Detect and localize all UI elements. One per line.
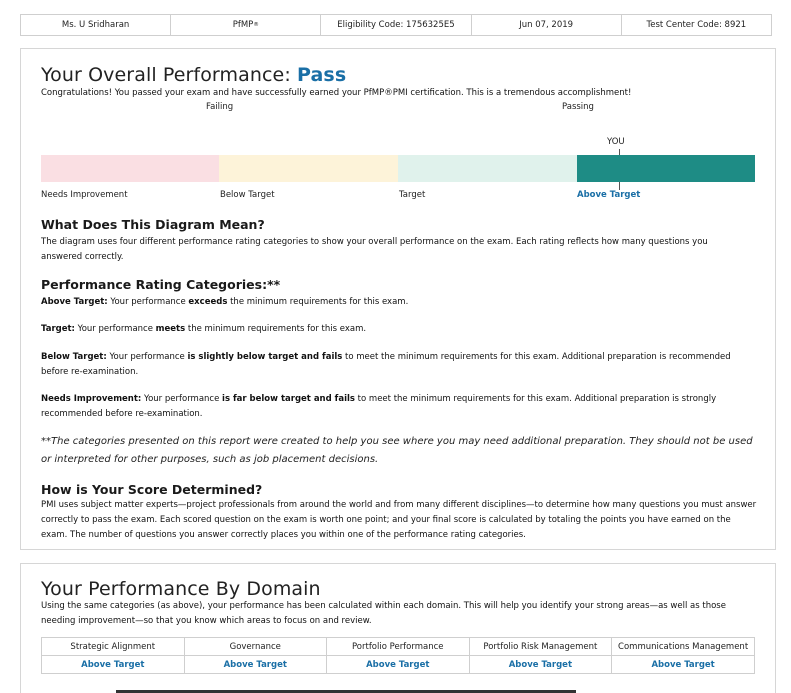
domain-name-portfolio-performance: Portfolio Performance [326,638,469,656]
category-target-pre: Your performance [74,324,156,334]
score-determination-text: PMI uses subject matter experts—project professionals from around the world and from many different disciplines—to determine how many questions you must answer correctly to pass the exam. Each scored question on the exam is worth one point; and your final score is calculated by totaling the points you have earned on the exam. The number of questions you answer correctly places you within one of the performance rating categories. [41,500,757,540]
overall-result: Pass [296,64,347,86]
scale-segment-target [398,155,577,182]
domain-name-strategic-alignment: Strategic Alignment [42,638,185,656]
diagram-meaning-text: The diagram uses four different performance rating categories to show your overall performance on the exam. Each rating reflects how many questions you answered correctly. [41,237,708,262]
diagram-meaning-heading: What Does This Diagram Mean? [41,217,265,232]
category-target [41,322,751,337]
scale-segment-needs-improvement [41,155,219,182]
domain-rating-communications-management: Above Target [612,656,755,674]
exam-date [471,14,622,36]
test-center-code-text: Test Center Code: 8921 [646,20,747,30]
domain-rating-strategic-alignment: Above Target [42,656,185,674]
category-above-bold: exceeds [188,297,228,307]
domain-rating-governance: Above Target [184,656,326,674]
category-below-bold: is slightly below target and fails [187,352,343,362]
categories-footnote: **The categories presented on this report were created to help you see where you may need additional preparation. They should not be used or interpreted for other purposes, such as job placement decisions. [41,436,753,465]
scale-label-needs-improvement: Needs Improvement [41,190,128,200]
category-below-term: Below Target: [41,352,107,362]
candidate-info-row [20,14,776,36]
category-below-pre: Your performance [106,352,188,362]
category-needs-term: Needs Improvement: [41,394,142,404]
exam-date-text: Jun 07, 2019 [519,20,574,30]
scale-segment-below-target [219,155,398,182]
category-above-post: the minimum requirements for this exam. [227,297,409,307]
category-above-target [41,295,751,310]
scale-label-below-target: Below Target [220,190,275,200]
category-above-pre: Your performance [107,297,189,307]
domain-ratings-row [42,656,755,674]
domain-performance-table [41,637,755,674]
eligibility-code [320,14,471,36]
score-determination-heading: How is Your Score Determined? [41,482,263,497]
category-target-term: Target: [41,324,75,334]
candidate-name-text: Ms. U Sridharan [61,20,130,30]
current-level-tick [619,182,620,190]
category-target-bold: meets [155,324,186,334]
category-needs-post: to meet the minimum requirements for this exam. Additional preparation is strongly recommended before re-examination. [41,394,717,419]
category-below-target [41,350,753,380]
domain-name-governance: Governance [184,638,326,656]
category-needs-pre: Your performance [141,394,223,404]
congratulations-text: Congratulations! You passed your exam and have successfully earned your PfMP®PMI certification. This is a tremendous accomplishment! [41,88,632,98]
domain-names-row [42,638,755,656]
domain-performance-intro: Using the same categories (as above), your performance has been calculated within each domain. This will help you identify your strong areas—as well as those needing improvement—so that you know which areas to focus on and review. [41,601,726,626]
rating-categories-heading: Performance Rating Categories:** [41,277,281,292]
scale-label-above-target: Above Target [577,190,641,200]
eligibility-code-text: Eligibility Code: 1756325E5 [337,20,455,30]
domain-name-communications-management: Communications Management [612,638,755,656]
domain-name-portfolio-risk-management: Portfolio Risk Management [469,638,612,656]
passing-label: Passing [562,102,594,112]
certification-name-text: PfMP [232,20,254,30]
domain-rating-portfolio-risk-management: Above Target [469,656,612,674]
scale-label-target: Target [399,190,426,200]
candidate-name [20,14,171,36]
scale-segment-above-target [577,155,755,182]
overall-performance-title [41,64,346,86]
category-above-term: Above Target: [41,297,108,307]
domain-performance-title: Your Performance By Domain [41,578,321,600]
category-target-post: the minimum requirements for this exam. [185,324,367,334]
you-marker-label: YOU [607,137,625,147]
failing-label: Failing [206,102,234,112]
certification-name: PfMP ® [170,14,321,36]
overall-title-text: Your Overall Performance: [41,64,297,86]
category-below-post: to meet the minimum requirements for this exam. Additional preparation is recommended before re-examination. [41,352,731,377]
test-center-code [621,14,772,36]
category-needs-improvement [41,392,741,422]
category-needs-bold: is far below target and fails [222,394,355,404]
domain-rating-portfolio-performance: Above Target [326,656,469,674]
